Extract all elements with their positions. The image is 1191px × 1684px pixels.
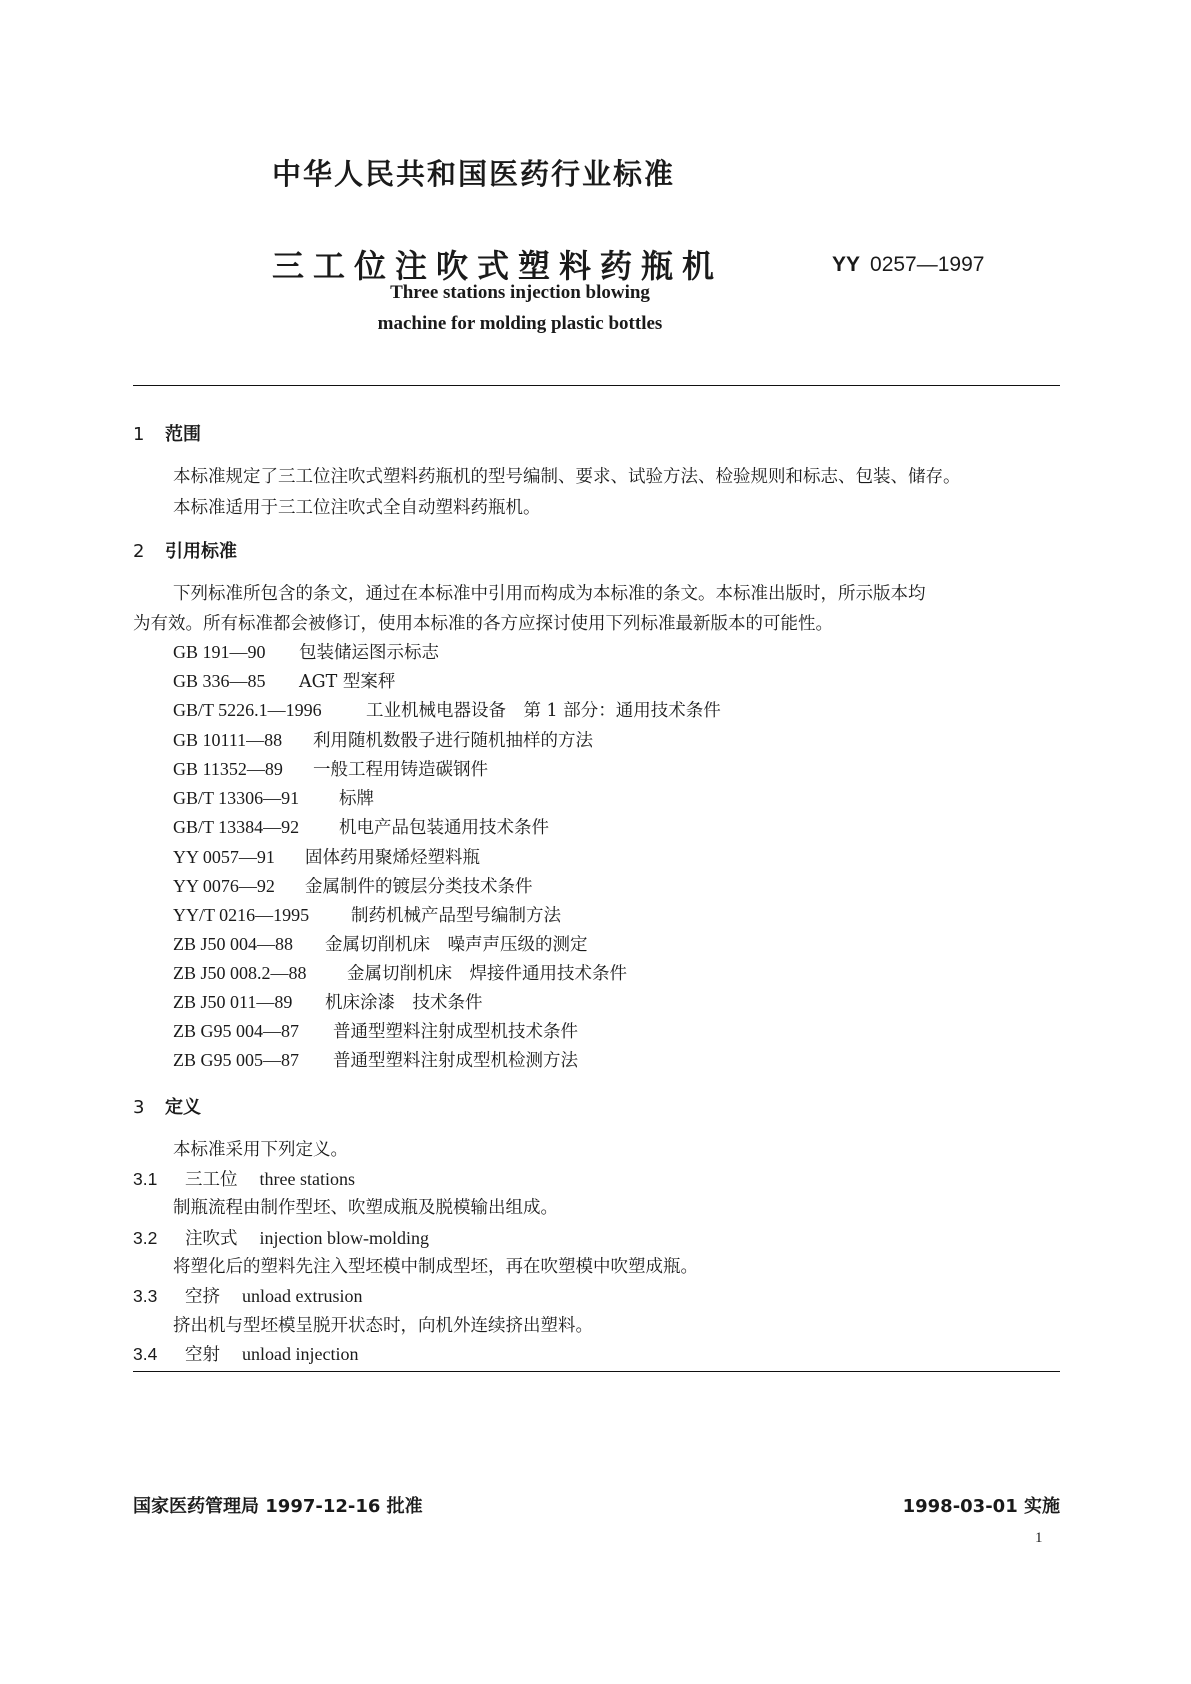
definition-term: 注吹式	[185, 1229, 238, 1249]
reference-item: ZB J50 008.2—88 金属切削机床 焊接件通用技术条件	[173, 963, 627, 984]
definition-term-en: unload injection	[242, 1344, 359, 1364]
definition-heading: 3.1 三工位 three stations	[133, 1169, 355, 1190]
definition-heading: 3.3 空挤 unload extrusion	[133, 1286, 363, 1307]
document-title-cn: 三工位注吹式塑料药瓶机	[272, 247, 724, 285]
reference-item: GB 336—85 AGT 型案秤	[173, 671, 396, 692]
section-2-heading	[133, 537, 237, 563]
reference-item: GB/T 5226.1—1996 工业机械电器设备 第 1 部分：通用技术条件	[173, 700, 721, 721]
definition-term: 空挤	[185, 1287, 220, 1307]
standard-number: 0257—1997	[870, 253, 985, 276]
definition-text: 将塑化后的塑料先注入型坯模中制成型坯，再在吹塑模中吹塑成瓶。	[173, 1257, 698, 1277]
section-1-para-2: 本标准适用于三工位注吹式全自动塑料药瓶机。	[173, 498, 541, 518]
section-1-title: 范围	[165, 424, 201, 445]
definition-term: 空射	[185, 1345, 220, 1365]
document-title-en-line2: machine for molding plastic bottles	[377, 313, 663, 334]
reference-item: ZB G95 004—87 普通型塑料注射成型机技术条件	[173, 1021, 578, 1042]
definition-text: 挤出机与型坯模呈脱开状态时，向机外连续挤出塑料。	[173, 1316, 593, 1336]
reference-item: YY/T 0216—1995 制药机械产品型号编制方法	[173, 905, 561, 926]
section-3-heading	[133, 1093, 201, 1119]
header-divider	[133, 385, 1060, 386]
section-2-para-line-1: 下列标准所包含的条文，通过在本标准中引用而构成为本标准的条文。本标准出版时，所示版本均	[173, 584, 926, 604]
page-number: 1	[1035, 1530, 1043, 1546]
section-2-para-line-2: 为有效。所有标准都会被修订，使用本标准的各方应探讨使用下列标准最新版本的可能性。	[133, 614, 833, 634]
standard-prefix: YY	[832, 253, 861, 276]
reference-item: YY 0057—91 固体药用聚烯烃塑料瓶	[173, 847, 480, 868]
section-3-number: 3	[133, 1097, 145, 1118]
definition-term-en: injection blow-molding	[259, 1228, 429, 1248]
reference-item: GB 10111—88 利用随机数骰子进行随机抽样的方法	[173, 730, 593, 751]
definition-text: 制瓶流程由制作型坯、吹塑成瓶及脱模输出组成。	[173, 1198, 558, 1218]
reference-item: GB/T 13384—92 机电产品包装通用技术条件	[173, 817, 549, 838]
definition-term-en: unload extrusion	[242, 1286, 363, 1306]
reference-item: ZB J50 011—89 机床涂漆 技术条件	[173, 992, 483, 1013]
reference-item: GB 191—90 包装储运图示标志	[173, 642, 439, 663]
definition-heading: 3.2 注吹式 injection blow-molding	[133, 1228, 429, 1249]
approval-date: 国家医药管理局 1997-12-16 批准	[133, 1496, 423, 1517]
reference-item: YY 0076—92 金属制件的镀层分类技术条件	[173, 876, 533, 897]
section-3-intro: 本标准采用下列定义。	[173, 1140, 348, 1160]
effective-date: 1998-03-01 实施	[902, 1496, 1060, 1517]
definition-term-en: three stations	[259, 1169, 355, 1189]
document-title-en-line1: Three stations injection blowing	[390, 282, 650, 303]
section-1-heading	[133, 420, 201, 446]
reference-item: GB 11352—89 一般工程用铸造碳钢件	[173, 759, 488, 780]
reference-item: GB/T 13306—91 标牌	[173, 788, 374, 809]
reference-item: ZB J50 004—88 金属切削机床 噪声声压级的测定	[173, 934, 588, 955]
section-2-title: 引用标准	[165, 541, 237, 562]
section-1-number: 1	[133, 424, 145, 445]
definition-heading: 3.4 空射 unload injection	[133, 1344, 359, 1365]
section-2-number: 2	[133, 541, 145, 562]
footer-divider	[133, 1371, 1060, 1372]
section-1-para-1: 本标准规定了三工位注吹式塑料药瓶机的型号编制、要求、试验方法、检验规则和标志、包装、储存。	[173, 467, 961, 487]
org-title: 中华人民共和国医药行业标准	[272, 157, 676, 191]
definition-term: 三工位	[185, 1170, 238, 1190]
standard-code	[832, 253, 984, 277]
section-3-title: 定义	[165, 1097, 201, 1118]
reference-item: ZB G95 005—87 普通型塑料注射成型机检测方法	[173, 1050, 578, 1071]
